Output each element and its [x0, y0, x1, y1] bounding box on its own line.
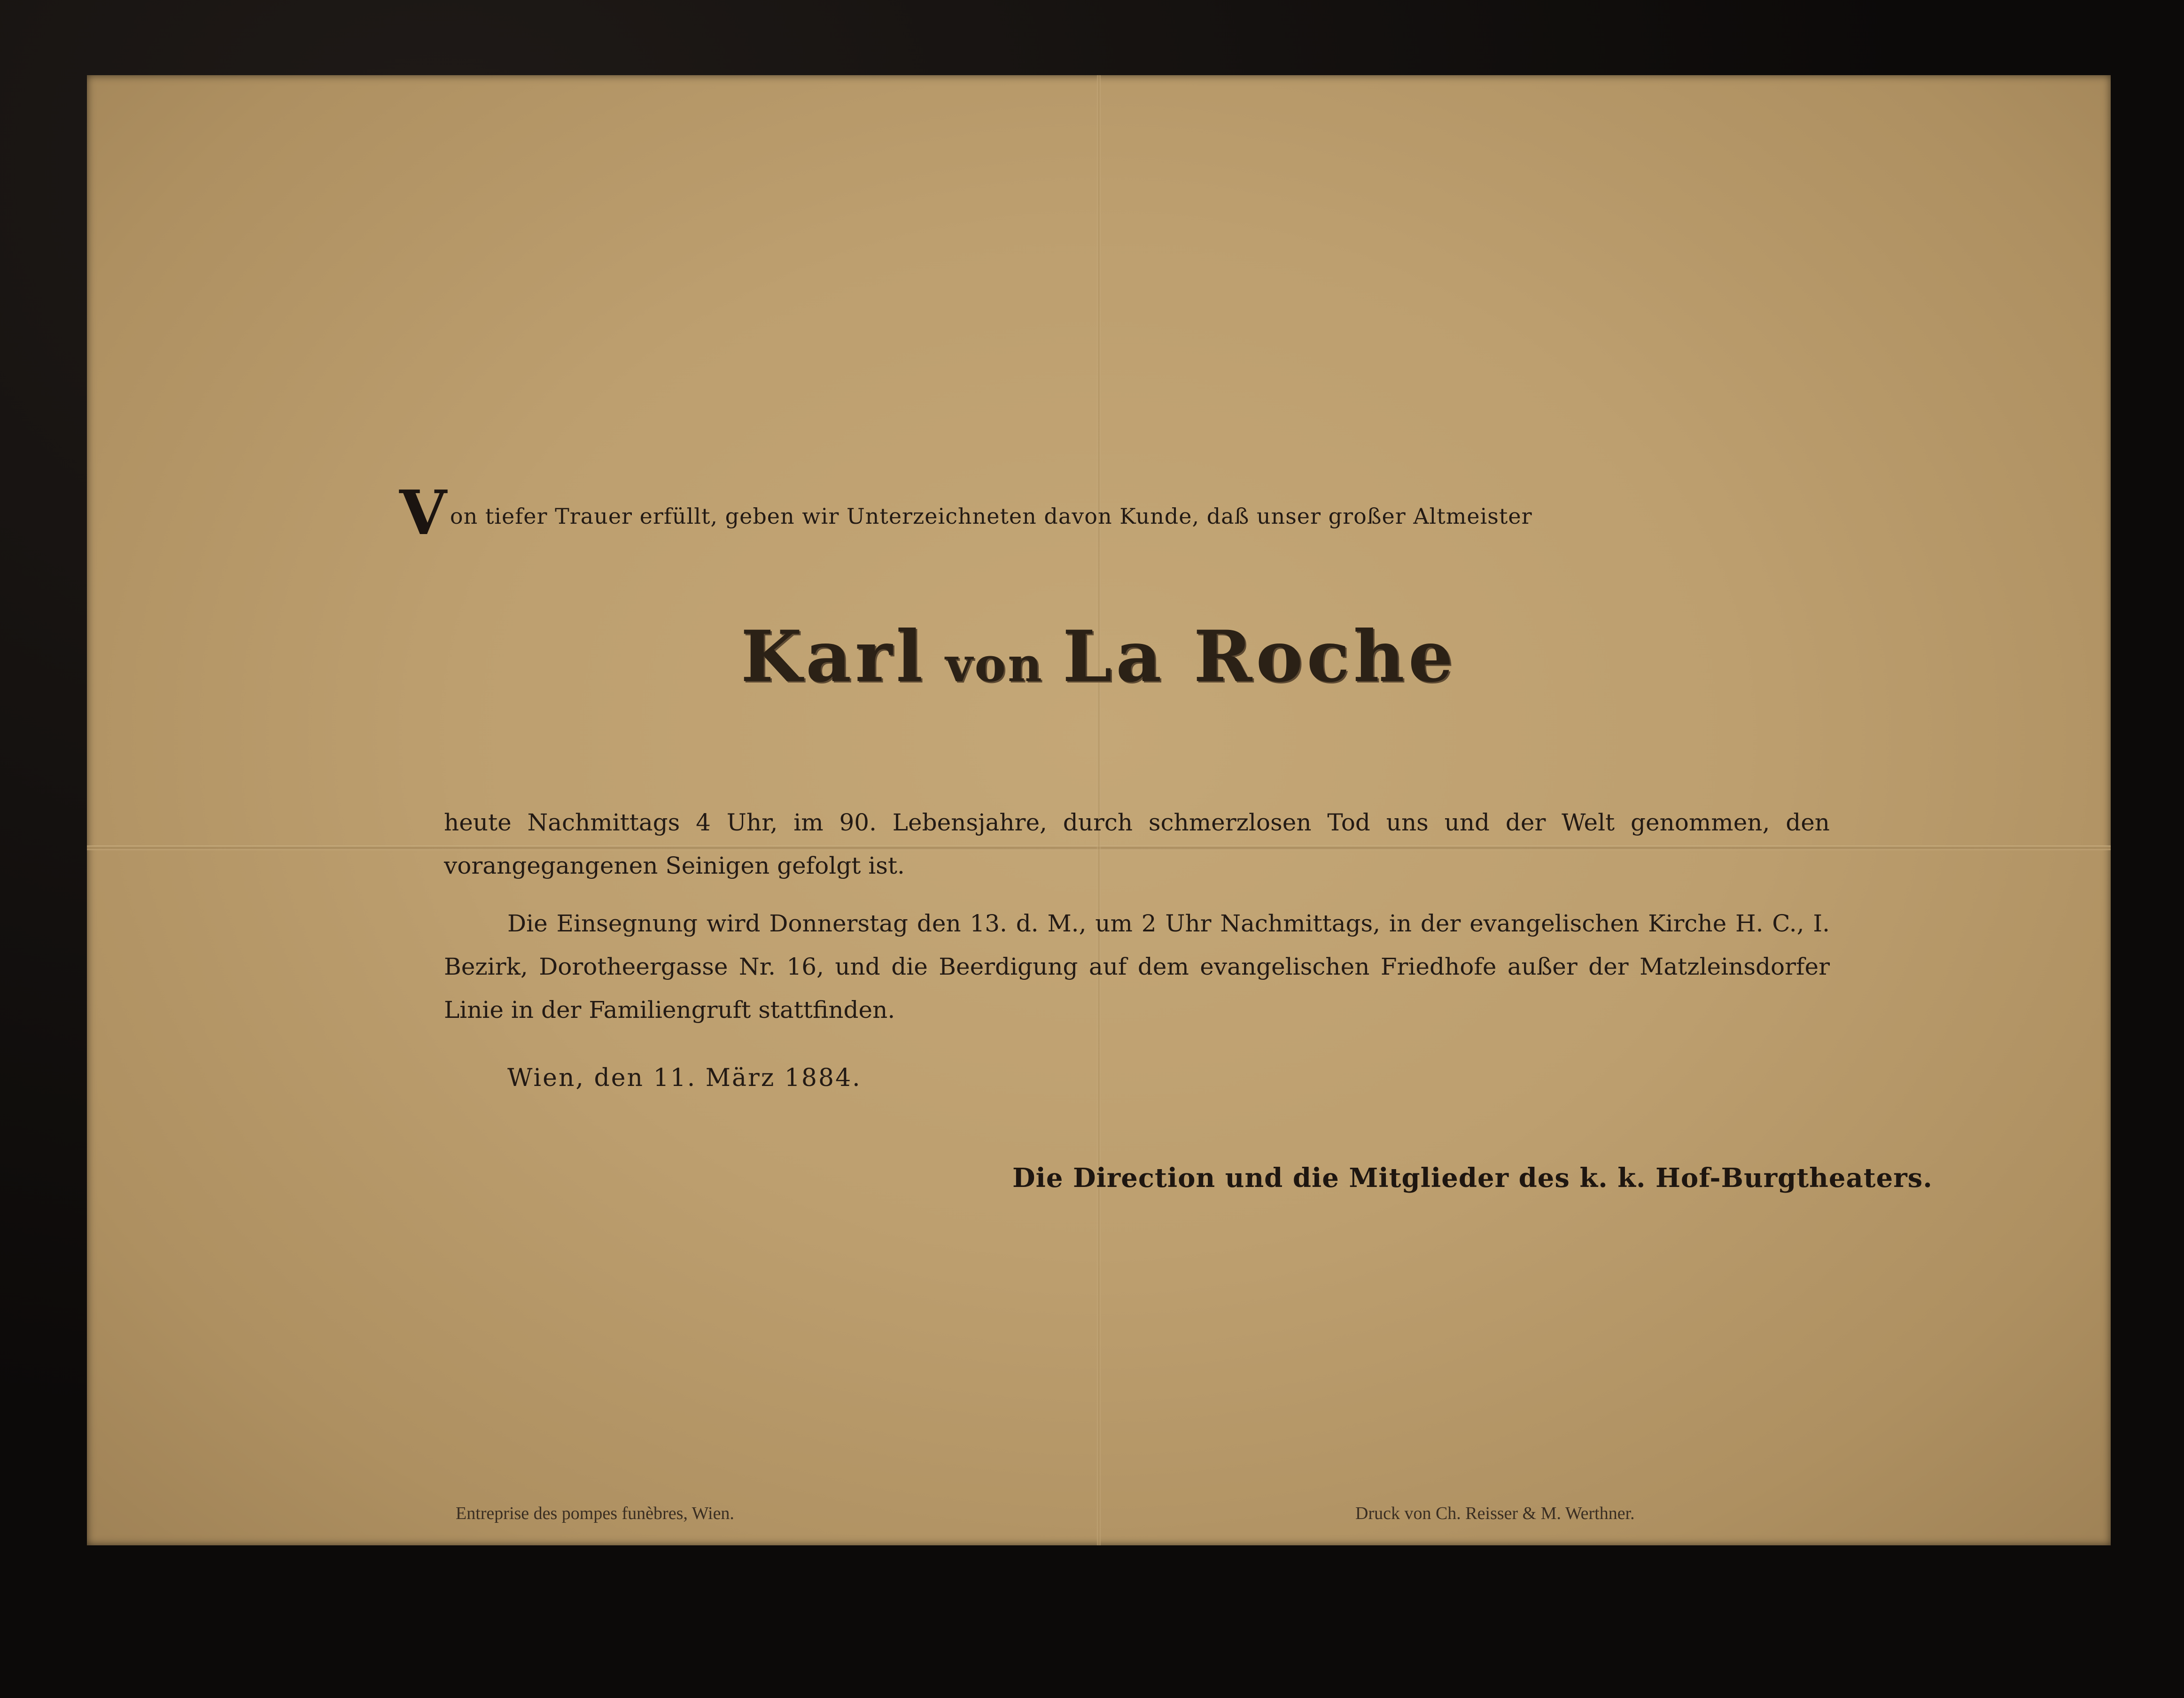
name-particle: von: [945, 637, 1044, 692]
paragraph-announcement: heute Nachmittags 4 Uhr, im 90. Lebensjahre, durch schmerzlosen Tod uns und der Welt genommen, den vorangegangenen Seinigen gefolgt ist.: [444, 809, 1830, 879]
intro-line: [399, 477, 1532, 549]
name-first: Karl: [740, 615, 927, 698]
dateline: Wien, den 11. März 1884.: [507, 1064, 862, 1092]
drop-cap-initial: V: [399, 477, 447, 549]
notice-sheet: [87, 75, 2111, 1545]
paragraph-funeral-details: Die Einsegnung wird Donnerstag den 13. d. M., um 2 Uhr Nachmittags, in der evangelischen Kirche H. C., I. Bezirk, Dorotheergasse Nr. 16, und die Beerdigung auf dem evangelischen Friedhofe außer der Matzleinsdorfer Linie in der Familiengruft stattfinden.: [444, 910, 1830, 1023]
footer-printer: Druck von Ch. Reisser & M. Werthner.: [1355, 1504, 1635, 1523]
name-last: La Roche: [1062, 615, 1457, 698]
deceased-name: [87, 615, 2111, 698]
signature-line: Die Direction und die Mitglieder des k. k. Hof-Burgtheaters.: [1012, 1163, 1933, 1194]
intro-text: on tiefer Trauer erfüllt, geben wir Unterzeichneten davon Kunde, daß unser großer Altmeister: [450, 504, 1532, 529]
footer-undertaker: Entreprise des pompes funèbres, Wien.: [456, 1504, 734, 1523]
